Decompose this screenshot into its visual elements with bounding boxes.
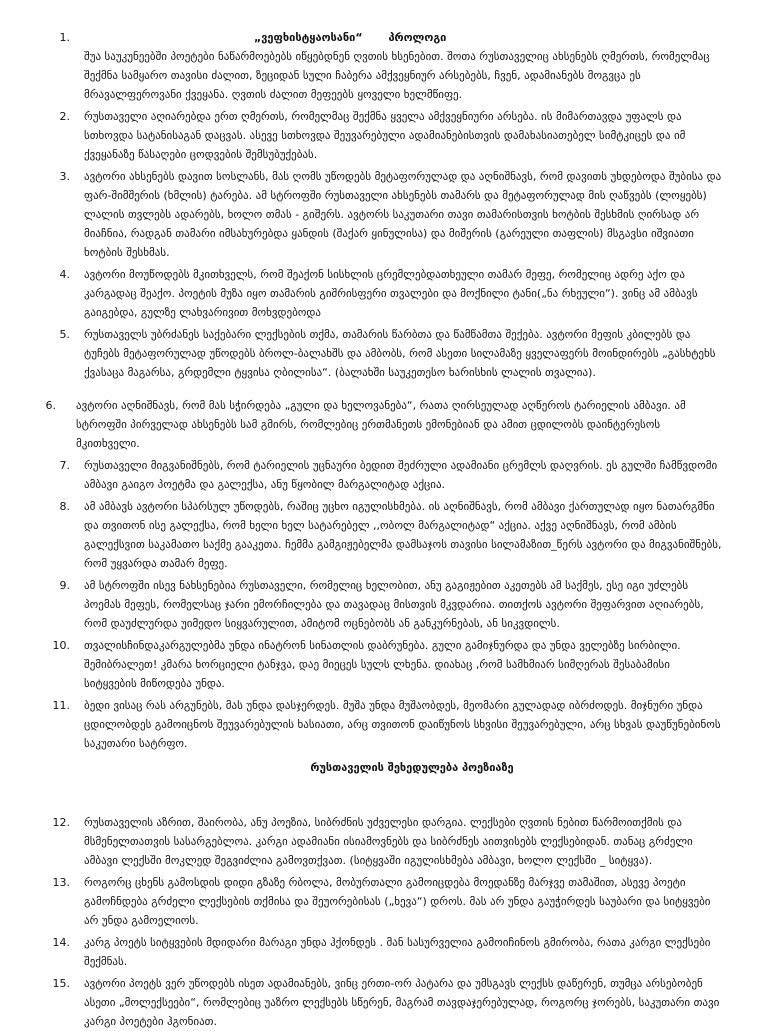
section-heading: რუსთაველის შეხედულება პოეზიაზე [310, 761, 514, 774]
item-text: თვალისჩინდაკარგულებმა უნდა ინატრონ სინათლის დაბრუნება. გული გამიჯნურდა და უნდა ველებზე სირბილი. შემიბრალეთ! კმარა ხორციელი ტანჯვა, დაე მიეცეს სულს ლხენა. დიახაც ,რომ სამხმიარ სიმღერას შესაბამისი სიტყვების მიწოდება უნდა. [84, 639, 681, 690]
item-number: 9. [59, 579, 70, 592]
item-number: 14. [52, 936, 70, 949]
item-number: 2. [59, 110, 70, 123]
list-item [40, 456, 724, 494]
list-item [32, 396, 724, 453]
item-text: ავტორი ახსენებს დავით სოსლანს, მას ღომს უწოდებს მეტაფორულად და აღნიშნავს, რომ დავითს უხდებოდა შუბისა და ფარ-შიმშერის (ხმლის) ტარება. ამ სტროფში რუსთაველი ახსენებს თამარს და მეტაფორულად მის ღაწვებს (ლოყებს) ლალის თვლებს ადარებს, ხოლო თმას - გიშერს. ავტორს საკუთარი თავი თამარისთვის ხოტბის შესხმის ღირსად არ მიაჩნია, რადგან თამარი იმსახურებდა ყანდის (შაქარ ყინულისა) და მიშერის (გარეული თაფლის) მსგავსი იშვიათი ხოტბის შესხმას. [84, 170, 722, 259]
item-text: ავტორი მოუწოდებს მკითხველს, რომ შეაქონ სისხლის ცრემლებდათხეული თამარ მეფე, რომელიც ადრე აქო და კარგადაც შეაქო. პოეტის მუზა იყო თამარის გიშრისფერი თვალები და მოქნილი ტანი(„ნა რხეული“). ვინც ამ ამბავს გაიგებდა, გულზე ლახვარივით მოხვდებოდა [84, 268, 698, 319]
item-number: 7. [59, 459, 70, 472]
item-text: როგორც ცხენს გამოსდის დიდი გზაზე რბოლა, მობურთალი გამოიცდება მოედანზე მარჯვე თამაშით, ასევე პოეტი გამოჩნდება გრძელი ლექსების თქმისა და შეუორებისას („ხევა“) დროს. მას არ უნდა გაუჭირდეს საუბარი და სიტყვები არ უნდა გამოელიოს. [84, 876, 711, 927]
item-text: რუსთაველი აღიარებდა ერთ ღმერთს, რომელმაც შექმნა ყველა ამქვეყნიური არსება. ის მიმართავდა უფალს და სთხოვდა სატანისაგან დაცვას. ასევე სთხოვდა შეუვარებული ადამიანებისთვის დამახასიათებელ სიმტკიცეს და იმ ქვეყანაზე წასაღები ცოდვების შემსუბუქებას. [84, 110, 686, 161]
list-item [40, 933, 724, 971]
list-item [40, 873, 724, 930]
item-number: 13. [52, 876, 70, 889]
poem-title: „ვეფხისტყაოსანი“ [254, 31, 363, 44]
item-number: 1. [59, 31, 70, 44]
prologue-title: პროლოგი [388, 31, 447, 44]
list-item [40, 636, 724, 693]
item-text: ამ სტროფში ისევ ნახსენებია რუსთაველი, რომელიც ხელობით, ანუ გაგიჟებით აკეთებს ამ საქმეს, ესე იგი უძლებს პოემას მეფეს, რომელსაც ჯარი ემორჩილება და თავადაც მისთვის მკვდარია. თითქოს ავტორი შეფარვით აღიარებს, რომ დაუძლურდა უიმედო სიყვარულით, ამიტომ ოცნებობს ან განკურნებას, ან სიკვდილს. [84, 579, 704, 630]
list-item [40, 325, 724, 382]
item-text: რუსთაველს უბრძანეს საქებარი ლექსების თქმა, თამარის წარბთა და წამწამთა შექება. ავტორი მეფის კბილებს და ტუჩებს მეტაფორულად უწოდებს ბროლ-ბალახშს და ამბობს, რომ ასეთი სილამაზე ყველაფერს მოინდირებს „გასხტეხს ქვასაცა მაგარსა, გრდემლი ტყვისა ღბილისა“. (ბალახში საუკეთესო ხარისხის ლალის თვალია). [84, 328, 716, 379]
list-item [40, 497, 724, 573]
item-number: 5. [59, 328, 70, 341]
page-title [84, 28, 724, 47]
item-text: რუსთაველი მიგვანიშნებს, რომ ტარიელის უცნაური ბედით შეძრული ადამიანი ცრემლს დაღვრის. ეს გულში ჩამწვდომი ამბავი გაიგო პოეტმა და გალექსა, ანუ წყობილ მარგალიტად აქცია. [84, 459, 718, 491]
item-text: კარგ პოეტს სიტყვების მდიდარი მარაგი უნდა ჰქონდეს . მან სასურველია გამოიჩინოს გმირობა, რათა კარგი ლექსები შექმნას. [84, 936, 711, 968]
item-number: 3. [59, 170, 70, 183]
list-item [40, 107, 724, 164]
item-text: ამ ამბავს ავტორი სპარსულ უწოდებს, რაშიც უცხო იგულისხმება. ის აღნიშნავს, რომ ამბავი ქართულად იყო ნათარგმნი და თვითონ ისე გალექსა, რომ ხელი ხელ სატარებელ ,,ობოლ მარგალიტად“ აქცია. აქვე აღნიშნავს, რომ ამბის გალექსვით საკამათო საქმე გააკეთა. ჩემმა გამგიჟებელმა დამსაჯოს თავისი სილამაზით_წერს ავტორი და მიგვანიშნებს, რომ უყვარდა თამარ მეფე. [84, 500, 722, 570]
item-number: 4. [59, 268, 70, 281]
item-text: ბედი ვისაც რას არგუნებს, მას უნდა დასჯერდეს. მუშა უნდა მუშაობდეს, მეომარი გულადად იბრძოდეს. მიჯნური უნდა ცდილობდეს გამოიცნოს შეუვარებულის ხასიათი, არც თვითონ დაიწუნოს სხვისი შეუვარებული, არც სხვას დაუწუნებინოს საკუთარი სატრფო. [84, 699, 721, 750]
item-text: შუა საუკუნეებში პოეტები ნაწარმოებებს იწყებდნენ ღვთის ხსენებით. შოთა რუსთაველიც ახსენებს ღმერთს, რომელმაც შექმნა სამყარო თავისი ძალით, ზეციდან სული ჩაბერა ამქვეყნიურ არსებებს, ჩვენ, ადამიანებს მოგვცა ეს მრავალფეროვანი ქვეყანა. ღვთის ძალით მეფეებს ყოველი ხელმწიფე. [84, 50, 710, 101]
item-text: რუსთაველის აზრით, შაირობა, ანუ პოეზია, სიბრძნის უძველესი დარგია. ლექსები ღვთის ნებით წარმოითქმის და მსმენელთათვის სასარგებლოა. კარგი ადამიანი ისიამოვნებს და სიბრძნეს აითვისებს ლექსებიდან. თანაც გრძელი ამბავი ლექსში მოკლედ შეგვიძლია გამოვთქვათ. (სიტყვაში იგულისხმება ამბავი, ხოლო ლექსში _ სიტყვა). [84, 816, 693, 867]
item-text: ავტორი პოეტს ვერ უწოდებს ისეთ ადამიანებს, ვინც ერთი-ორ პატარა და უმსგავს ლექსს დაწერენ, თუმცა არსებობენ ასეთი „მოლექსეები“, რომლებიც უაზრო ლექსებს სწერენ, მაგრამ თავდაჯერებულად, როგორც ჯორებს, საკუთარი თავი კარგი პოეტები ჰგონიათ. [84, 977, 720, 1028]
item-number: 15. [52, 977, 70, 990]
item-text: ავტორი აღნიშნავს, რომ მას სჭირდება „გული და ხელოვანება“, რათა ღირსეულად აღწეროს ტარიელის ამბავი. ამ სტროფში პირველად ახსენებს სამ გმირს, რომლებიც ერთმანეთს ემონებიან და ამით ცდილობს დაინტერესოს მკითხველი. [76, 399, 686, 450]
list-item [40, 813, 724, 870]
list-item [40, 265, 724, 322]
list-item [40, 167, 724, 262]
list-item [40, 576, 724, 633]
item-number: 10. [52, 639, 70, 652]
item-number: 11. [52, 699, 70, 712]
item-body [84, 28, 724, 104]
item-number: 12. [52, 816, 70, 829]
list-item [40, 28, 724, 104]
list-item [40, 696, 724, 753]
item-number: 6. [45, 399, 56, 412]
item-number: 8. [59, 500, 70, 513]
list-item [40, 974, 724, 1031]
